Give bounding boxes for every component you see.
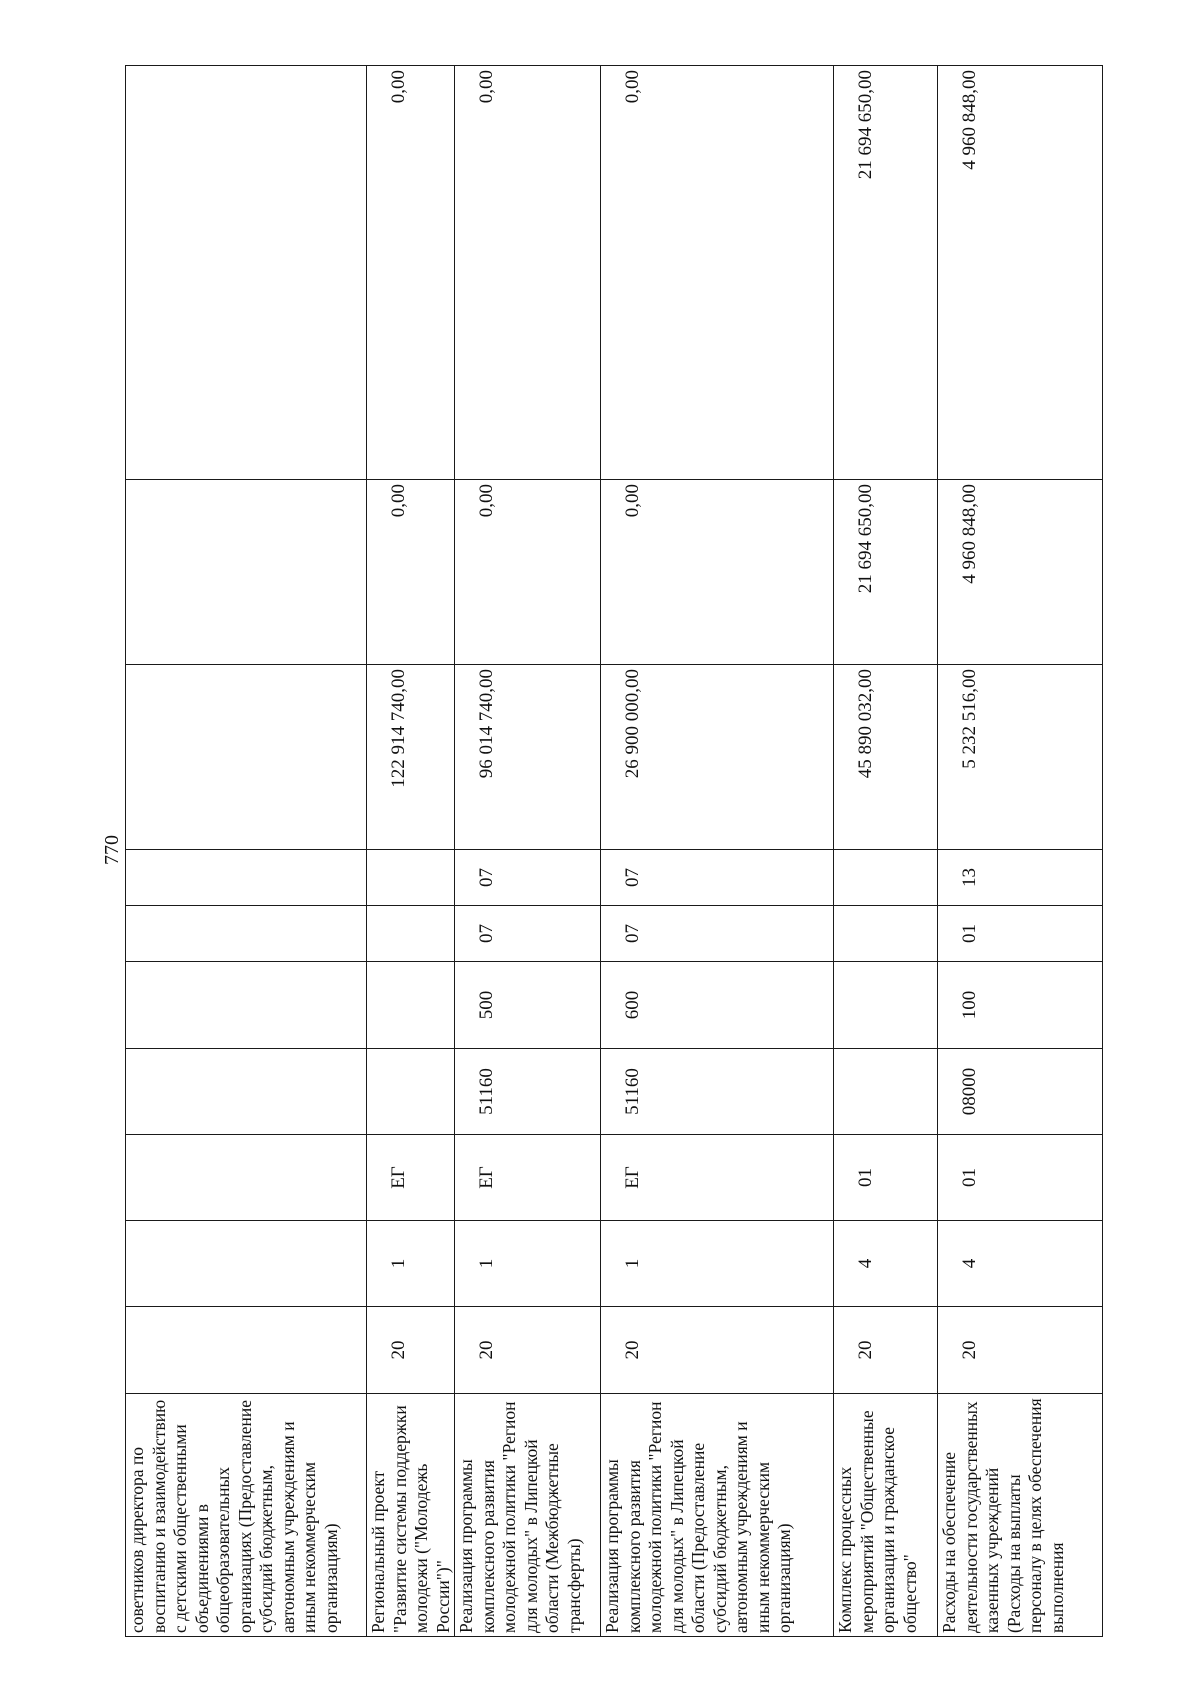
cell-value-2: 0,00 [455,480,601,665]
cell-value-2: 0,00 [367,480,455,665]
cell-code-1: 20 [601,1307,834,1394]
cell-code-7 [126,850,367,906]
cell-code-4: 51160 [455,1049,601,1135]
cell-code-5 [834,962,938,1049]
cell-code-6 [834,906,938,962]
row-name: Региональный проект "Развитие системы поддержки молодежи ("Молодежь России")" [367,1394,455,1637]
budget-table [125,65,1103,1637]
cell-code-6: 07 [455,906,601,962]
cell-code-7 [834,850,938,906]
table-row [367,66,455,1637]
cell-code-4 [834,1049,938,1135]
cell-value-1: 26 900 000,00 [601,665,834,850]
cell-code-4 [367,1049,455,1135]
cell-code-7: 13 [938,850,1103,906]
cell-value-1: 122 914 740,00 [367,665,455,850]
cell-code-4: 08000 [938,1049,1103,1135]
cell-code-3: ЕГ [455,1135,601,1221]
cell-code-5: 600 [601,962,834,1049]
table-row [938,66,1103,1637]
cell-value-1: 45 890 032,00 [834,665,938,850]
cell-code-2: 1 [601,1221,834,1307]
table-row [126,66,367,1637]
cell-value-2: 0,00 [601,480,834,665]
row-name: Реализация программы комплексного развития молодежной политики "Регион для молодых" в Липецкой области (Межбюджетные трансферты) [455,1394,601,1637]
rotated-table-wrapper [125,66,1088,1637]
cell-code-6: 01 [938,906,1103,962]
cell-value-1: 5 232 516,00 [938,665,1103,850]
page-number: 770 [101,835,123,865]
cell-code-4 [126,1049,367,1135]
cell-code-3: 01 [938,1135,1103,1221]
cell-value-1: 96 014 740,00 [455,665,601,850]
cell-code-7: 07 [601,850,834,906]
cell-code-1: 20 [455,1307,601,1394]
cell-code-2: 4 [938,1221,1103,1307]
cell-code-1: 20 [834,1307,938,1394]
cell-code-7: 07 [455,850,601,906]
cell-value-2: 21 694 650,00 [834,480,938,665]
cell-code-6: 07 [601,906,834,962]
cell-code-2 [126,1221,367,1307]
cell-code-3: 01 [834,1135,938,1221]
cell-value-2 [126,480,367,665]
cell-value-3: 0,00 [455,66,601,480]
row-name: Расходы на обеспечение деятельности государственных казенных учреждений (Расходы на выплаты персоналу в целях обеспечения выполнения [938,1394,1103,1637]
cell-value-3: 0,00 [367,66,455,480]
cell-code-1: 20 [367,1307,455,1394]
cell-value-3: 4 960 848,00 [938,66,1103,480]
cell-code-5: 500 [455,962,601,1049]
cell-value-3: 0,00 [601,66,834,480]
cell-code-3: ЕГ [601,1135,834,1221]
cell-value-3 [126,66,367,480]
cell-code-2: 4 [834,1221,938,1307]
cell-value-1 [126,665,367,850]
cell-code-5 [126,962,367,1049]
cell-code-7 [367,850,455,906]
cell-code-1: 20 [938,1307,1103,1394]
table-row [601,66,834,1637]
row-name: Реализация программы комплексного развития молодежной политики "Регион для молодых" в Липецкой области (Предоставление субсидий бюджетным, автономным учреждениям и иным некоммерческим организациям) [601,1394,834,1637]
cell-code-6 [126,906,367,962]
cell-value-2: 4 960 848,00 [938,480,1103,665]
cell-code-4: 51160 [601,1049,834,1135]
cell-value-3: 21 694 650,00 [834,66,938,480]
cell-code-3: ЕГ [367,1135,455,1221]
cell-code-2: 1 [455,1221,601,1307]
cell-code-1 [126,1307,367,1394]
cell-code-6 [367,906,455,962]
cell-code-3 [126,1135,367,1221]
cell-code-2: 1 [367,1221,455,1307]
row-name: Комплекс процессных мероприятий "Общественные организации и гражданское общество" [834,1394,938,1637]
table-row [834,66,938,1637]
row-name: советников директора по воспитанию и взаимодействию с детскими общественными объединениями в общеобразовательных организациях (Предоставление субсидий бюджетным, автономным учреждениям и иным некоммерческим организациям) [126,1394,367,1637]
cell-code-5: 100 [938,962,1103,1049]
cell-code-5 [367,962,455,1049]
table-row [455,66,601,1637]
